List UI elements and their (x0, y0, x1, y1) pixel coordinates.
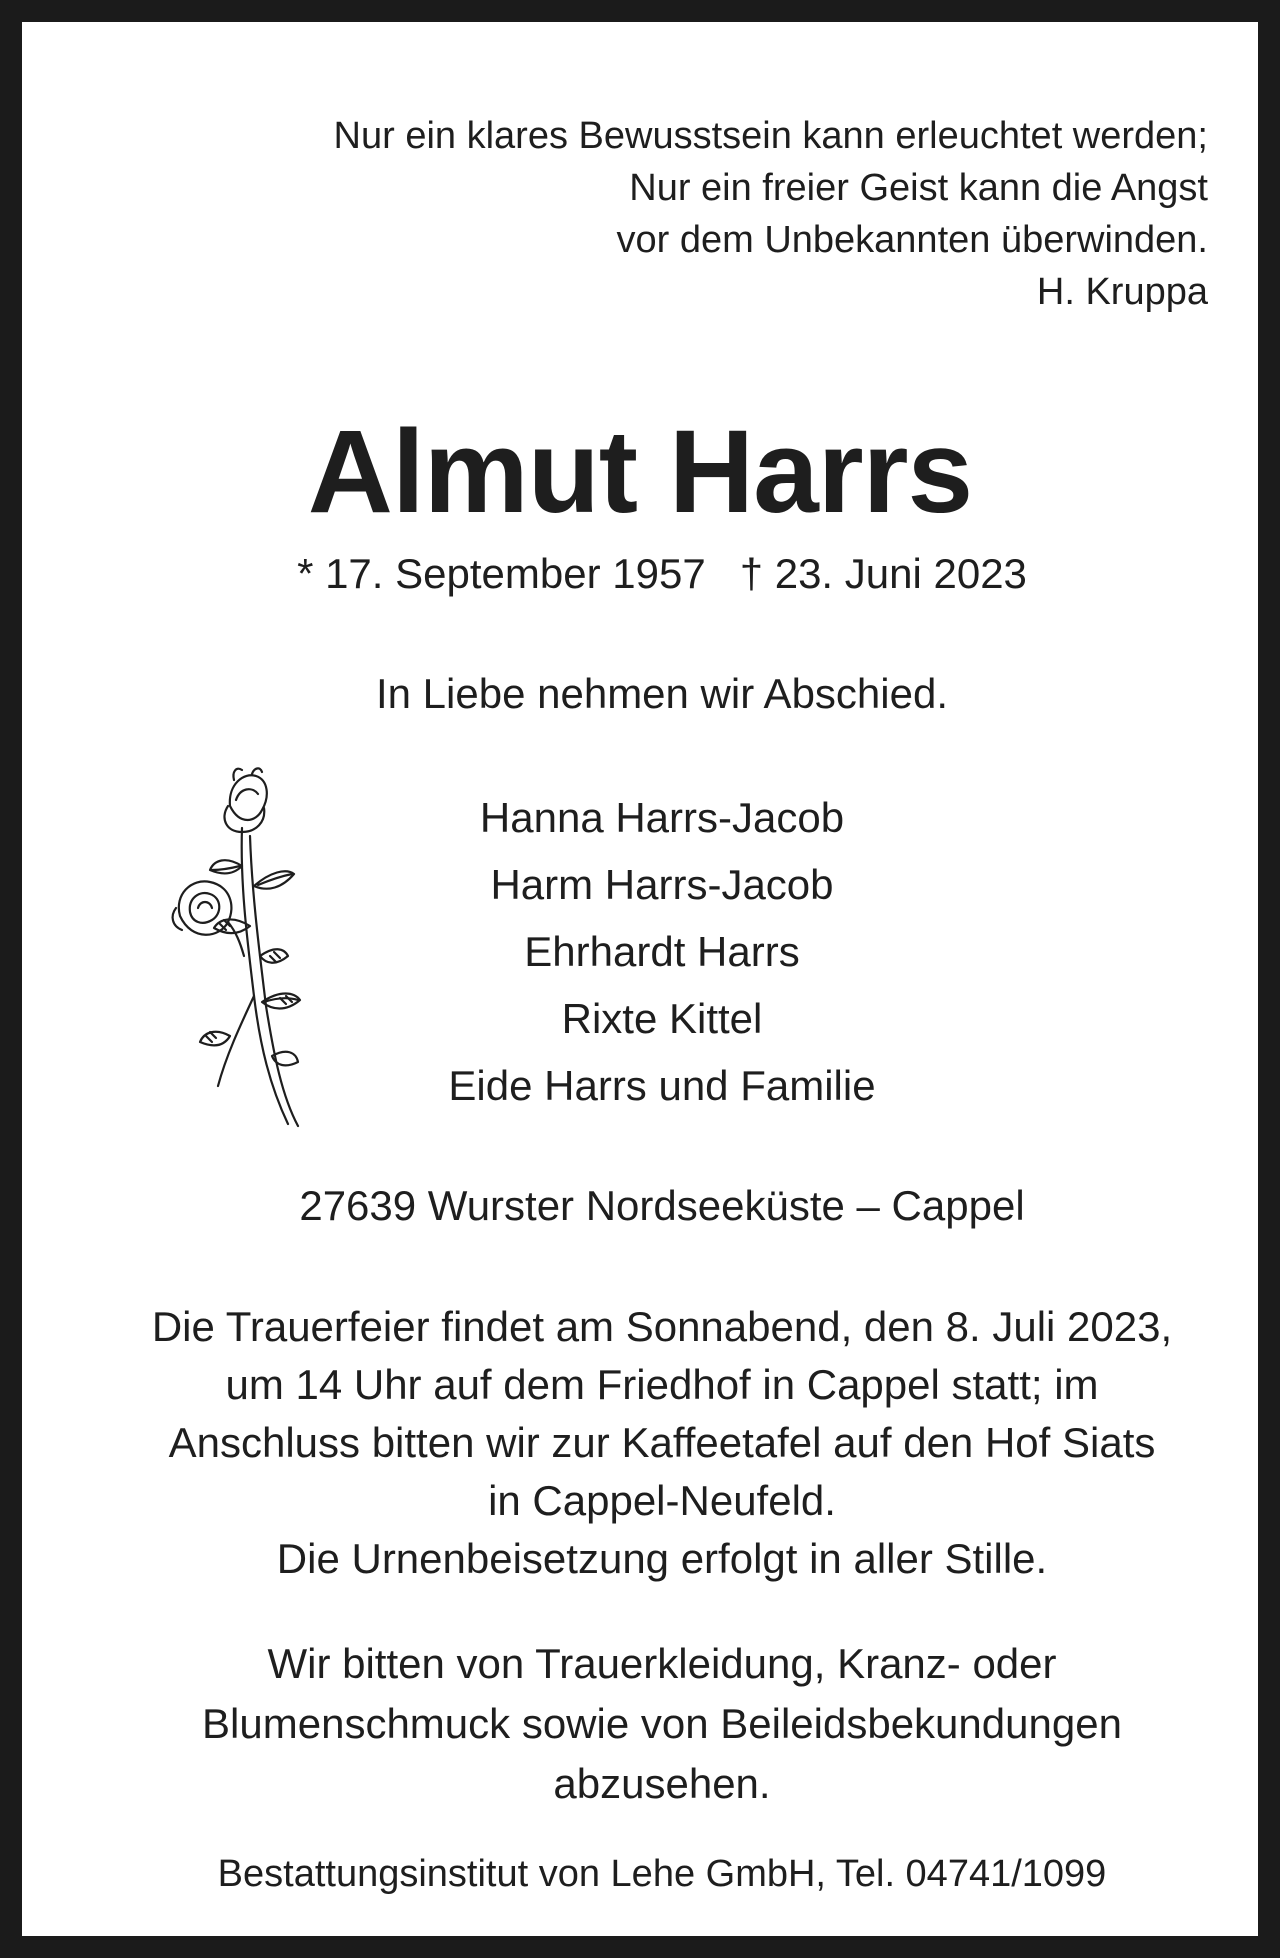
ceremony-line: in Cappel-Neufeld. (488, 1477, 836, 1524)
ceremony-info (22, 1298, 1280, 1588)
request-line: Blumenschmuck sowie von Beileidsbekundungen (202, 1700, 1122, 1747)
mourner-name: Hanna Harrs-Jacob (479, 794, 845, 841)
farewell-text: In Liebe nehmen wir Abschied. (375, 670, 949, 717)
ceremony-line: Die Trauerfeier findet am Sonnabend, den 8. Juli 2023, (151, 1303, 1173, 1350)
quote-line: Nur ein klares Bewusstsein kann erleuchtet werden; (333, 115, 1208, 157)
birth-date: * 17. September 1957 (297, 550, 706, 597)
mourner-name: Eide Harrs und Familie (448, 1062, 876, 1109)
request-line: abzusehen. (553, 1760, 771, 1807)
ceremony-line: um 14 Uhr auf dem Friedhof in Cappel statt; im (225, 1361, 1099, 1408)
quote-line: vor dem Unbekannten überwinden. (616, 219, 1208, 261)
quote-line: Nur ein freier Geist kann die Angst (629, 167, 1208, 209)
death-date: † 23. Juni 2023 (739, 550, 1027, 597)
ceremony-line: Anschluss bitten wir zur Kaffeetafel auf den Hof Siats (168, 1419, 1156, 1466)
deceased-name: Almut Harrs (307, 406, 973, 538)
quote-author: H. Kruppa (1036, 271, 1208, 313)
quote-block (334, 110, 1208, 318)
undertaker-contact: Bestattungsinstitut von Lehe GmbH, Tel. 04741/1099 (217, 1853, 1107, 1895)
mourner-name: Harm Harrs-Jacob (490, 861, 834, 908)
ceremony-line: Die Urnenbeisetzung erfolgt in aller Stille. (276, 1535, 1048, 1582)
request-text (22, 1634, 1280, 1814)
mourner-name: Ehrhardt Harrs (524, 928, 800, 975)
mourner-name: Rixte Kittel (561, 995, 763, 1042)
place-line: 27639 Wurster Nordseeküste – Cappel (299, 1182, 1025, 1229)
life-dates (22, 546, 1280, 602)
request-line: Wir bitten von Trauerkleidung, Kranz- oder (267, 1640, 1057, 1687)
mourners-list (22, 784, 1280, 1119)
